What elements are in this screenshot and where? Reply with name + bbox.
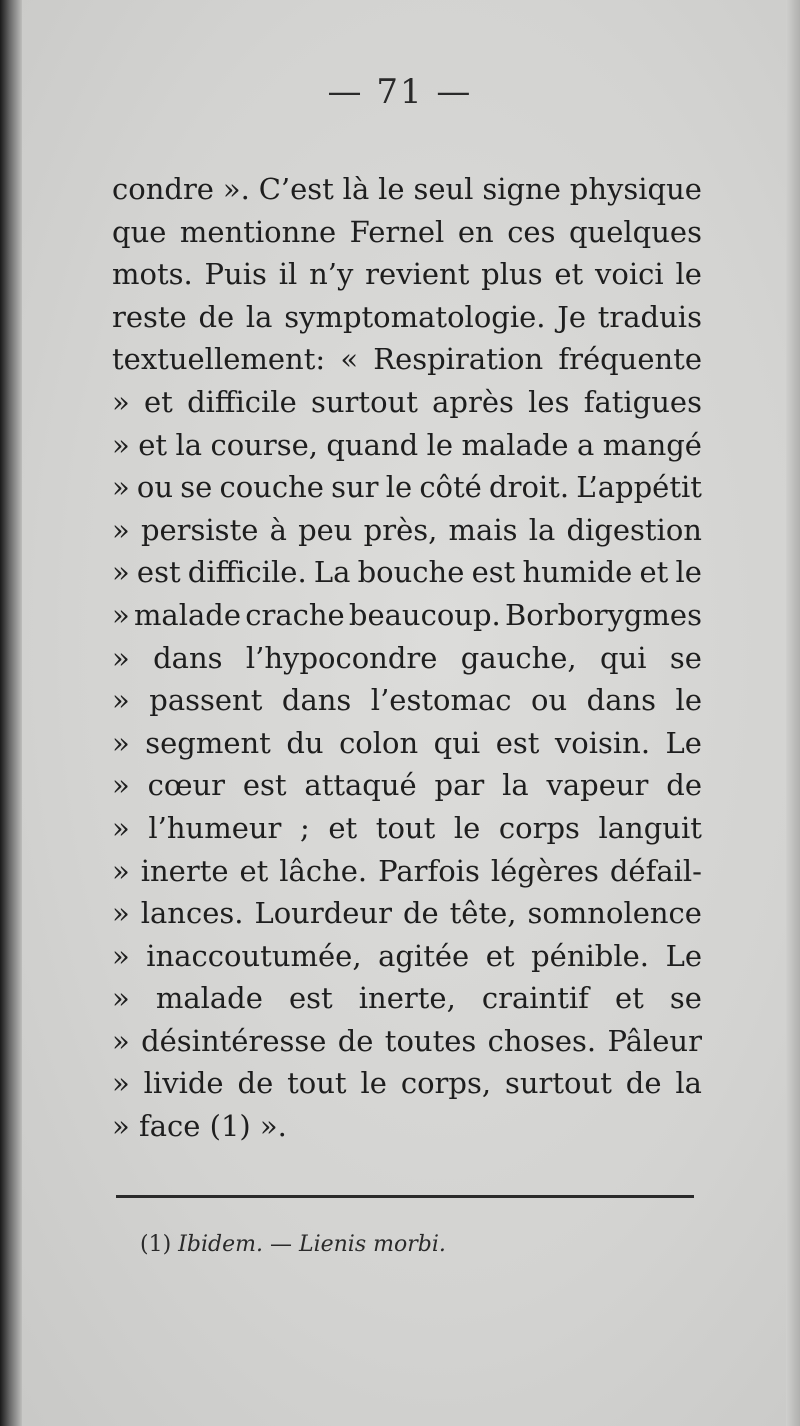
text-line: » et la course, quand le malade a mangé	[112, 427, 702, 462]
footnote	[140, 1232, 446, 1257]
text-line: textuellement: « Respiration fréquente	[112, 342, 702, 377]
text-line: » face (1) ».	[112, 1109, 287, 1144]
footnote-reference: Ibidem.	[178, 1232, 263, 1257]
text-line: » passent dans l’estomac ou dans le	[112, 683, 702, 718]
footnote-dash: —	[269, 1232, 292, 1257]
text-line: » désintéresse de toutes choses. Pâleur	[112, 1023, 702, 1058]
text-line: » segment du colon qui est voisin. Le	[112, 725, 702, 760]
text-line: » malade crache beaucoup. Borborygmes	[112, 597, 702, 632]
text-line: que mentionne Fernel en ces quelques	[112, 214, 702, 249]
text-line: » livide de tout le corps, surtout de la	[112, 1066, 702, 1101]
footnote-marker: (1)	[140, 1232, 172, 1257]
text-line: condre ». C’est là le seul signe physique	[112, 172, 702, 206]
page-number: — 71 —	[327, 72, 473, 112]
text-line: » lances. Lourdeur de tête, somnolence	[112, 896, 702, 931]
page-gutter-shadow	[0, 0, 22, 1426]
body-text	[112, 168, 702, 1148]
text-line: » est difficile. La bouche est humide et le	[112, 555, 702, 590]
text-line: reste de la symptomatologie. Je traduis	[112, 299, 702, 334]
page-edge-shadow	[786, 0, 800, 1426]
text-line: » ou se couche sur le côté droit. L’appétit	[112, 470, 702, 505]
text-line: » inaccoutumée, agitée et pénible. Le	[112, 938, 702, 973]
text-line: » dans l’hypocondre gauche, qui se	[112, 640, 702, 675]
text-line: » inerte et lâche. Parfois légères défail-	[112, 853, 702, 888]
text-line: mots. Puis il n’y revient plus et voici le	[112, 257, 702, 292]
text-line: » cœur est attaqué par la vapeur de	[112, 768, 702, 803]
footnote-title: Lienis morbi.	[298, 1232, 446, 1257]
text-line: » malade est inerte, craintif et se	[112, 981, 702, 1016]
text-line: » persiste à peu près, mais la digestion	[112, 512, 702, 547]
text-line: » et difficile surtout après les fatigues	[112, 384, 702, 419]
text-line: » l’humeur ; et tout le corps languit	[112, 810, 702, 845]
footnote-rule	[116, 1195, 694, 1198]
